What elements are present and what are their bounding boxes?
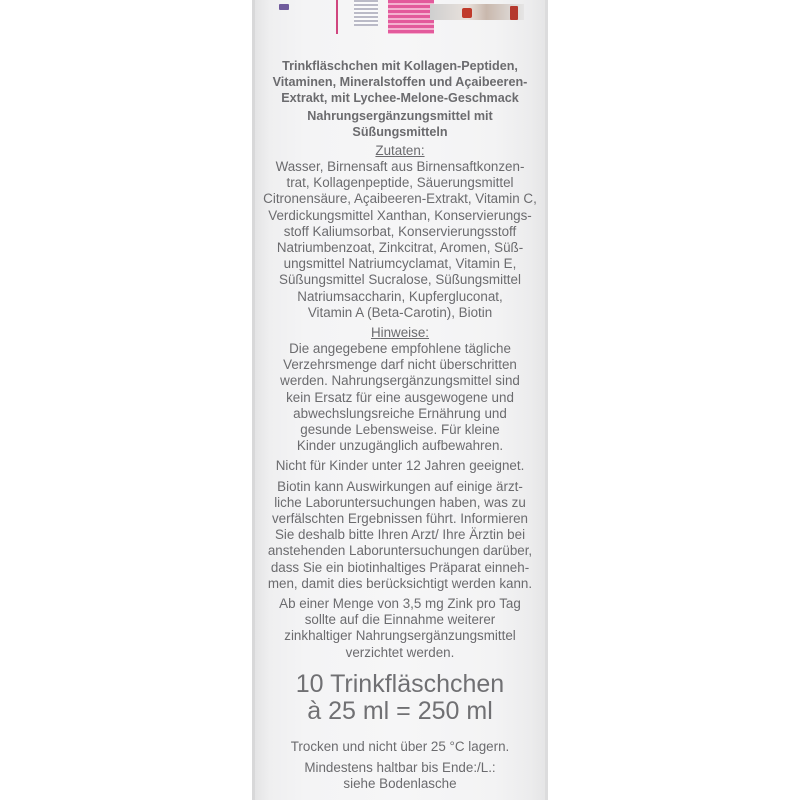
magenta-divider	[336, 0, 338, 34]
ingredients-line: Vitamin A (Beta-Carotin), Biotin	[307, 304, 493, 320]
panel-left-edge	[252, 0, 255, 800]
notes-line: Sie deshalb bitte Ihren Arzt/ Ihre Ärztin bei	[274, 527, 526, 543]
headline-line: Vitaminen, Mineralstoffen und Açaibeeren-	[272, 75, 528, 89]
ingredients-list	[252, 159, 548, 321]
ingredients-line: Wasser, Birnensaft aus Birnensaftkonzen-	[275, 159, 525, 174]
notes-line: verzichtet werden.	[345, 644, 455, 660]
category-line: Nahrungsergänzungsmittel mit	[307, 109, 493, 123]
panel-right-edge	[545, 0, 548, 800]
ingredients-line: Natriumsaccharin, Kupfergluconat,	[297, 288, 503, 304]
product-photo-accent-2	[510, 6, 518, 20]
ingredients-line: trat, Kollagenpeptide, Säuerungsmittel	[286, 175, 514, 191]
notes-line: anstehenden Laboruntersuchungen darüber,	[267, 543, 533, 559]
notes-line: zinkhaltiger Nahrungsergänzungsmittel	[284, 628, 516, 644]
package-side-panel	[252, 0, 548, 800]
headline-line: Extrakt, mit Lychee-Melone-Geschmack	[281, 91, 519, 105]
notes-line: Kinder unzugänglich aufbewahren.	[296, 438, 504, 454]
notes-line: kein Ersatz für eine ausgewogene und	[286, 389, 514, 405]
purple-logo-mark	[279, 4, 289, 10]
quantity-line-1: 10 Trinkfläschchen	[295, 669, 505, 698]
best-before-line: Mindestens haltbar bis Ende:/L.:	[304, 760, 496, 776]
ingredients-line: Citronensäure, Açaibeeren-Extrakt, Vitamin C,	[263, 191, 537, 207]
quantity-statement	[252, 671, 548, 725]
notes-line: Verzehrsmenge darf nicht überschritten	[283, 357, 517, 373]
notes-line: Ab einer Menge von 3,5 mg Zink pro Tag	[279, 596, 521, 612]
label-text	[252, 58, 548, 798]
product-category	[252, 108, 548, 140]
ingredients-heading: Zutaten:	[375, 143, 425, 158]
headline-line: Trinkfläschchen mit Kollagen-Peptiden,	[282, 59, 518, 73]
storage-instructions: Trocken und nicht über 25 °C lagern.	[290, 738, 510, 754]
best-before-line: siehe Bodenlasche	[343, 776, 457, 792]
quantity-line-2: à 25 ml = 250 ml	[307, 696, 493, 725]
notes-line: liche Laboruntersuchungen haben, was zu	[274, 494, 526, 510]
notes-line: Biotin kann Auswirkungen auf einige ärzt-	[277, 478, 523, 494]
notes-paragraph-age	[252, 458, 548, 474]
notes-line: gesunde Lebensweise. Für kleine	[300, 422, 500, 438]
package-top-artwork	[252, 0, 548, 40]
notes-heading: Hinweise:	[370, 325, 430, 341]
ingredients-line: ungsmittel Natriumcyclamat, Vitamin E,	[283, 256, 517, 272]
notes-line: werden. Nahrungsergänzungsmittel sind	[280, 373, 520, 389]
product-description	[252, 58, 548, 106]
category-line: Süßungsmitteln	[352, 125, 448, 139]
barcode-strip	[354, 0, 378, 26]
notes-paragraph-zinc	[252, 596, 548, 661]
notes-paragraph-biotin	[252, 479, 548, 592]
ingredients-line: Natriumbenzoat, Zinkcitrat, Aromen, Süß-	[276, 240, 524, 256]
product-photo-accent	[462, 8, 472, 18]
notes-paragraph-general	[252, 341, 548, 454]
notes-line: Die angegebene empfohlene tägliche	[289, 341, 511, 357]
best-before-info	[252, 760, 548, 792]
pink-brand-block	[388, 0, 434, 34]
ingredients-line: Verdickungsmittel Xanthan, Konservierungs-	[268, 207, 532, 223]
notes-line: sollte auf die Einnahme weiterer	[304, 612, 496, 628]
notes-line: dass Sie ein biotinhaltiges Präparat einneh-	[270, 559, 530, 575]
notes-line: verfälschten Ergebnissen führt. Informieren	[271, 511, 529, 527]
ingredients-line: Süßungsmittel Sucralose, Süßungsmittel	[279, 272, 521, 288]
notes-line: Nicht für Kinder unter 12 Jahren geeignet.	[275, 458, 525, 474]
notes-line: abwechslungsreiche Ernährung und	[293, 405, 507, 421]
ingredients-line: stoff Kaliumsorbat, Konservierungsstoff	[283, 223, 517, 239]
notes-line: men, damit dies berücksichtigt werden kann.	[267, 575, 533, 591]
